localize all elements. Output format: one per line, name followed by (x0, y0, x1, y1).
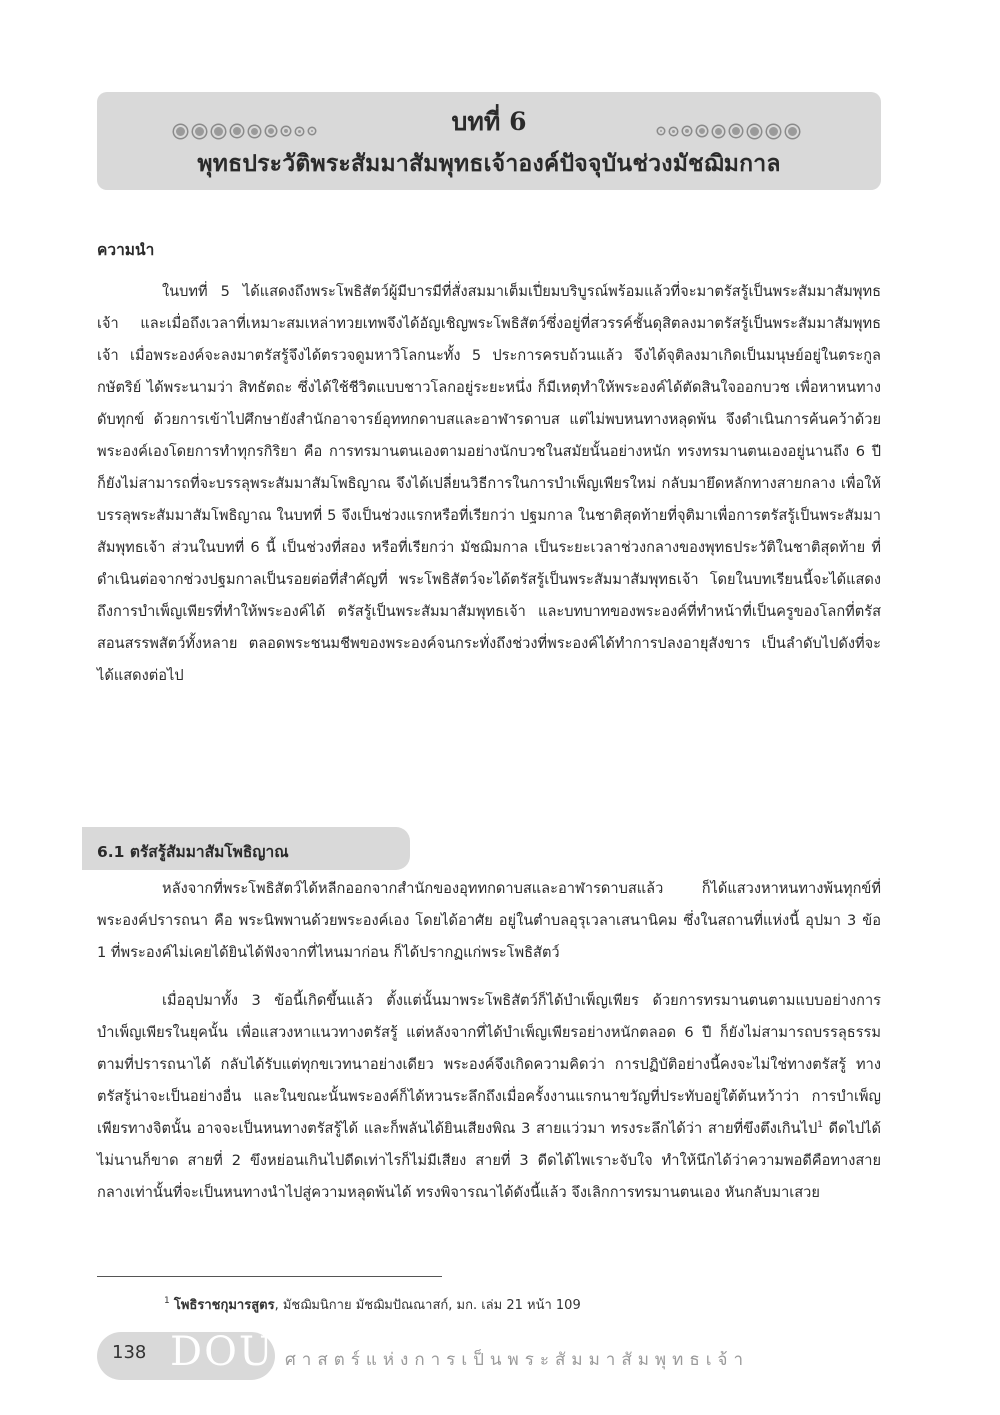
section-paragraph-2 (97, 985, 881, 1209)
footnote-source-title: โพธิราชกุมารสูตร (173, 1298, 275, 1313)
chapter-number: บทที่ 6 (451, 107, 527, 136)
intro-paragraph: ในบทที่ 5 ได้แสดงถึงพระโพธิสัตว์ผู้มีบารมีที่สั่งสมมาเต็มเปี่ยมบริบูรณ์พร้อมแล้วที่จะมาตรัสรู้เป็นพระสัมมาสัมพุทธเจ้า และเมื่อถึงเวลาที่เหมาะสมเหล่าทวยเทพจึงได้อัญเชิญพระโพธิสัตว์ซึ่งอยู่ที่สวรรค์ชั้นดุสิตลงมาตรัสรู้เป็นพระสัมมาสัมพุทธเจ้า เมื่อพระองค์จะลงมาตรัสรู้จึงได้ตรวจดูมหาวิโลกนะทั้ง 5 ประการครบถ้วนแล้ว จึงได้จุติลงมาเกิดเป็นมนุษย์อยู่ในตระกูลกษัตริย์ ได้พระนามว่า สิทธัตถะ ซึ่งได้ใช้ชีวิตแบบชาวโลกอยู่ระยะหนึ่ง ก็มีเหตุทำให้พระองค์ได้ตัดสินใจออกบวช เพื่อหาหนทางดับทุกข์ ด้วยการเข้าไปศึกษายังสำนักอาจารย์อุททกดาบสและอาฬารดาบส แต่ไม่พบหนทางหลุดพ้น จึงดำเนินการค้นคว้าด้วยพระองค์เองโดยการทำทุกรกิริยา คือ การทรมานตนเองตามอย่างนักบวชในสมัยนั้นอย่างหนัก ทรงทรมานตนเองอยู่นานถึง 6 ปี ก็ยังไม่สามารถที่จะบรรลุพระสัมมาสัมโพธิญาณ จึงได้เปลี่ยนวิธีการในการบำเพ็ญเพียรใหม่ กลับมายึดหลักทางสายกลาง เพื่อให้บรรลุพระสัมมาสัมโพธิญาณ ในบทที่ 5 จึงเป็นช่วงแรกหรือที่เรียกว่า ปฐมกาล ในชาติสุดท้ายที่จุติมาเพื่อการตรัสรู้เป็นพระสัมมาสัมพุทธเจ้า ส่วนในบทที่ 6 นี้ เป็นช่วงที่สอง หรือที่เรียกว่า มัชฌิมกาล เป็นระยะเวลาช่วงกลางของพุทธประวัติในชาติสุดท้าย ที่ดำเนินต่อจากช่วงปฐมกาลเป็นรอยต่อที่สำคัญที่ พระโพธิสัตว์จะได้ตรัสรู้เป็นพระสัมมาสัมพุทธเจ้า โดยในบทเรียนนี้จะได้แสดงถึงการบำเพ็ญเพียรที่ทำให้พระองค์ได้ ตรัสรู้เป็นพระสัมมาสัมพุทธเจ้า และบทบาทของพระองค์ที่ทำหน้าที่เป็นครูของโลกที่ตรัสสอนสรรพสัตว์ทั้งหลาย ตลอดพระชนมชีพของพระองค์จนกระทั่งถึงช่วงที่พระองค์ได้ทำการปลงอายุสังขาร เป็นลำดับไปดังที่จะได้แสดงต่อไป (97, 283, 881, 684)
chapter-title: พุทธประวัติพระสัมมาสัมพุทธเจ้าองค์ปัจจุบันช่วงมัชฌิมกาล (197, 151, 781, 177)
chapter-banner (97, 92, 881, 190)
dou-logo: DOU (170, 1329, 275, 1375)
footnote-source-detail: , มัชฌิมนิกาย มัชฌิมปัณณาสก์, มก. เล่ม 21 หน้า 109 (274, 1298, 581, 1313)
footnote-reference[interactable]: 1 (817, 1120, 823, 1130)
decorative-dots-right (655, 119, 802, 143)
paragraph-2-part-a: เมื่ออุปมาทั้ง 3 ข้อนี้เกิดขึ้นแล้ว ตั้งแต่นั้นมาพระโพธิสัตว์ก็ได้บำเพ็ญเพียร ด้วยการทรมานตนตามแบบอย่างการบำเพ็ญเพียรในยุคนั้น เพื่อแสวงหาแนวทางตรัสรู้ แต่หลังจากที่ได้บำเพ็ญเพียรอย่างหนักตลอด 6 ปี ก็ยังไม่สามารถบรรลุธรรมตามที่ปรารถนาได้ กลับได้รับแต่ทุกขเวทนาอย่างเดียว พระองค์จึงเกิดความคิดว่า การปฏิบัติอย่างนี้คงจะไม่ใช่ทางตรัสรู้ ทางตรัสรู้น่าจะเป็นอย่างอื่น และในขณะนั้นพระองค์ก็ได้หวนระลึกถึงเมื่อครั้งงานแรกนาขวัญที่ประทับอยู่ใต้ต้นหว้าว่า การบำเพ็ญเพียรทางจิตนั้น อาจจะเป็นหนทางตรัสรู้ได้ และก็พลันได้ยินเสียงพิณ 3 สายแว่วมา ทรงระลึกได้ว่า สายที่ขึงตึงเกินไป (97, 992, 881, 1137)
footnote-divider (97, 1276, 442, 1277)
intro-heading: ความนำ (97, 241, 155, 259)
section-paragraph-1: หลังจากที่พระโพธิสัตว์ได้หลีกออกจากสำนักของอุททกดาบสและอาฬารดาบสแล้ว ก็ได้แสวงหาหนทางพ้นทุกข์ที่พระองค์ปรารถนา คือ พระนิพพานด้วยพระองค์เอง โดยได้อาศัย อยู่ในตำบลอุรุเวลาเสนานิคม ซึ่งในสถานที่แห่งนี้ อุปมา 3 ข้อ 1 ที่พระองค์ไม่เคยได้ยินได้ฟังจากที่ไหนมาก่อน ก็ได้ปรากฏแก่พระโพธิสัตว์ (97, 880, 881, 961)
footnote (164, 1294, 581, 1315)
book-title: ศาสตร์แห่งการเป็นพระสัมมาสัมพุทธเจ้า (285, 1350, 750, 1370)
paragraph-2-part-b: ดีดไปได้ไม่นานก็ขาด สายที่ 2 ขึงหย่อนเกินไปดีดเท่าไรก็ไม่มีเสียง สายที่ 3 ดีดได้ไพเราะจับใจ ทำให้นึกได้ว่าความพอดีคือทางสายกลางเท่านั้นที่จะเป็นหนทางนำไปสู่ความหลุดพ้นได้ ทรงพิจารณาได้ดังนี้แล้ว จึงเลิกการทรมานตนเอง หันกลับมาเสวย (97, 1120, 881, 1201)
section-heading: 6.1 ตรัสรู้สัมมาสัมโพธิญาณ (97, 843, 289, 861)
page-number: 138 (112, 1342, 147, 1363)
footnote-mark: 1 (164, 1296, 170, 1306)
